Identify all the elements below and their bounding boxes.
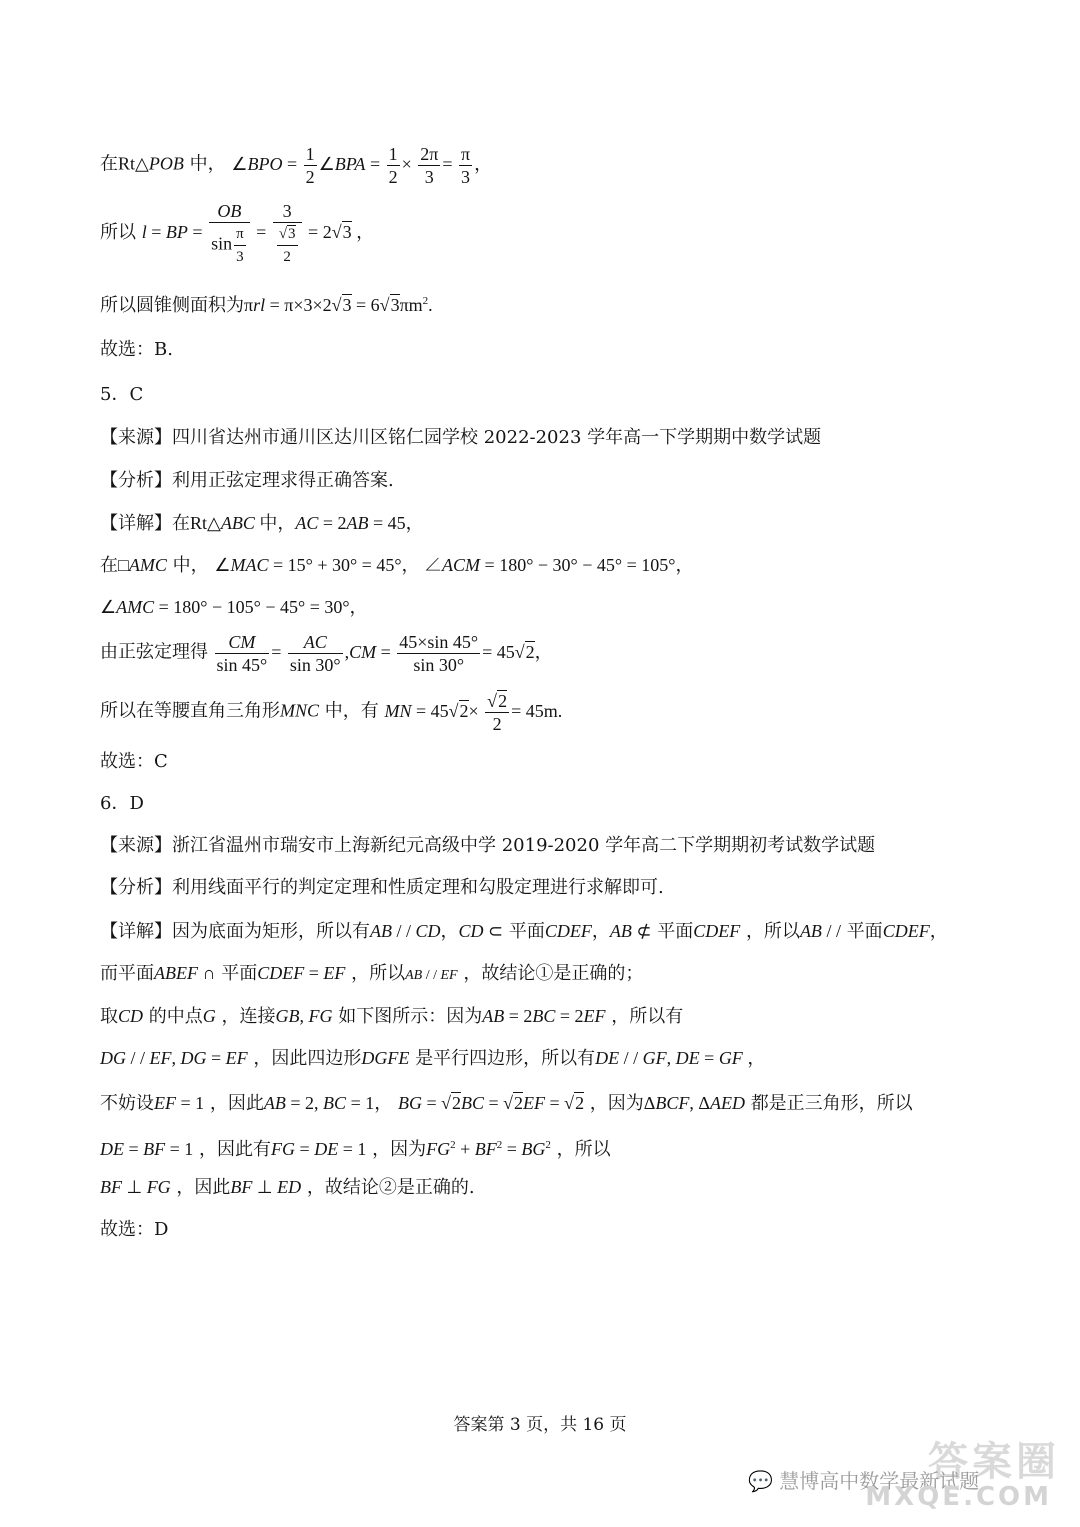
math: MNC: [280, 700, 320, 721]
math: Rt△ABC 中，AC = 2AB = 45，: [190, 513, 424, 533]
watermark: [740, 1430, 1070, 1520]
math: BF ⊥ ED: [230, 1177, 302, 1197]
detail-6-line-5: [100, 1089, 913, 1118]
detail-5-line-1: [100, 509, 424, 538]
math: BF ⊥ FG: [100, 1177, 171, 1197]
math: BG = √2BC = √2EF = √2: [397, 1093, 585, 1113]
text: 平面: [657, 921, 694, 942]
math: CDEF: [882, 921, 930, 941]
detail-5-line-5: [100, 690, 562, 735]
math: $FG^2 + BF^2 = BG^2$: [426, 1139, 551, 1159]
text: 在: [100, 153, 118, 175]
answer-6: 6．D: [100, 793, 144, 814]
text: 所以: [100, 222, 136, 244]
text: 平面: [508, 921, 545, 942]
detail-5-line-3: [100, 593, 368, 622]
math: Rt△POB: [118, 153, 184, 174]
source-5: 【来源】四川省达州市通川区达川区铭仁园学校 2022-2023 学年高一下学期期中数学试题: [100, 427, 822, 448]
math: AB / / EF: [405, 968, 458, 983]
watermark-brand: 💬 慧博高中数学最新试题: [748, 1469, 980, 1493]
text: ，所以: [351, 963, 406, 984]
math: FG = DE = 1: [271, 1139, 367, 1159]
math-expression: ∠BPO = $\frac{1}{2}$ ∠BPA = $\frac{1}{2}$ × $\frac{2\pi}{3}$ = $\frac{\pi}{3}$ ，: [231, 144, 493, 187]
math: EF = 1: [154, 1093, 205, 1113]
text: ，所以有: [611, 1006, 684, 1027]
math: CDEF: [544, 921, 592, 941]
text: 所以在等腰直角三角形: [100, 700, 280, 722]
text: 所以圆锥侧面积为: [100, 295, 244, 316]
text: ，因此: [209, 1093, 264, 1114]
detail-6-line-4: [100, 1044, 765, 1073]
text: 平面: [221, 963, 258, 984]
text: ，故结论①是正确的；: [463, 963, 644, 984]
text: ，因为: [589, 1093, 644, 1114]
math: ABEF ∩: [154, 963, 216, 983]
watermark-url: MXQE.COM: [865, 1482, 1052, 1512]
detail-5-line-4: [100, 631, 553, 676]
math: DE = BF = 1: [100, 1139, 194, 1159]
text: 不妨设: [100, 1093, 154, 1114]
math-expression: l = BP = OB sin $\frac{\pi}{3}$ = $\frac{3}{\frac{√3}{2}}$ = 2√3 ，: [141, 201, 375, 265]
text: 中，: [172, 555, 209, 576]
text: 在: [100, 555, 118, 576]
text: 都是正三角形，所以: [750, 1093, 913, 1114]
math-expression: $\frac{CM}{\sin 45^\circ}$ = $\frac{AC}{\sin 30^\circ}$ ,CM = $\frac{45\times\sin 45^\circ}{\sin 30^\circ}$ = 45√2，: [216, 632, 553, 675]
solution-line-4: 故选：B.: [100, 339, 173, 360]
source-6: 【来源】浙江省温州市瑞安市上海新纪元高级中学 2019-2020 学年高二下学期期初考试数学试题: [100, 835, 876, 856]
math: AB = 2, BC = 1，: [263, 1093, 393, 1113]
text: ，连接: [221, 1006, 276, 1027]
math: CDEF: [693, 921, 741, 941]
text: 平面: [846, 921, 883, 942]
text: ，因此四边形: [253, 1048, 362, 1069]
wechat-icon: 💬: [748, 1469, 773, 1493]
text: ，故结论②是正确的.: [306, 1177, 475, 1198]
math: AB = 2BC = 2EF: [482, 1006, 606, 1026]
math: □AMC: [118, 555, 167, 575]
math: AB / / CD，CD ⊂: [370, 921, 504, 941]
text: 的中点: [148, 1006, 203, 1027]
math: GB, FG: [275, 1006, 333, 1026]
detail-5-line-2: [100, 551, 693, 580]
analysis-5: 【分析】利用正弦定理求得正确答案.: [100, 470, 394, 491]
text: 【详解】因为底面为矩形，所以有: [100, 921, 370, 942]
text: ，因此: [176, 1177, 231, 1198]
solution-line-3: [100, 287, 433, 320]
text: ，所以: [556, 1139, 611, 1160]
math: ΔBCF, ΔAED: [643, 1093, 745, 1113]
text: ，所以: [745, 921, 800, 942]
math-expression: MN = 45√2× $\frac{√2}{2}$ = 45m.: [384, 691, 563, 734]
math-expression: $\pi rl = \pi\times 3\times 2√3 = 6√3\pi m^2$.: [244, 295, 433, 315]
math: DG / / EF, DG = EF: [100, 1048, 248, 1068]
math: CD: [118, 1006, 144, 1026]
text: 取: [100, 1006, 118, 1027]
text: 是平行四边形，所以有: [415, 1048, 596, 1069]
answer-5: 5．C: [100, 384, 144, 405]
detail-6-line-7: [100, 1173, 475, 1202]
solution-line-2: [100, 200, 374, 268]
page-footer: 答案第 3 页，共 16 页: [453, 1415, 627, 1435]
analysis-6: 【分析】利用线面平行的判定定理和性质定理和勾股定理进行求解即可.: [100, 877, 664, 898]
math: CDEF = EF: [257, 963, 346, 983]
detail-6-line-2: [100, 959, 643, 990]
math-expression: ∠MAC = 15° + 30° = 45°， ∠ACM = 180° − 30° − 45° = 105°，: [214, 555, 694, 575]
watermark-logo-text: 答案圈: [928, 1438, 1060, 1485]
text: ，因为: [372, 1139, 427, 1160]
math: AB ⊄: [609, 921, 652, 941]
text: 中，: [189, 153, 226, 175]
text: 而平面: [100, 963, 154, 984]
math: G: [202, 1006, 216, 1026]
text: 由正弦定理得: [100, 641, 208, 663]
text: ，因此有: [199, 1139, 272, 1160]
text: 中，有: [324, 700, 379, 722]
solution-line-13: 故选：C: [100, 751, 168, 772]
solution-line-24: 故选：D: [100, 1219, 169, 1240]
detail-6-line-3: [100, 1002, 683, 1031]
math: DGFE: [361, 1048, 410, 1068]
math-expression: ∠AMC = 180° − 105° − 45° = 30°，: [100, 597, 368, 617]
math: AB / /: [799, 921, 841, 941]
detail-6-line-6: [100, 1131, 611, 1164]
detail-6-line-1: 【详解】因为底面为矩形，所以有AB / / CD，CD ⊂ 平面CDEF，AB ⊄ 平面CDEF ，所以AB / / 平面CDEF，: [100, 921, 948, 942]
text: 如下图所示：因为: [338, 1006, 483, 1027]
solution-line-1: [100, 143, 492, 188]
math: DE / / GF, DE = GF ，: [595, 1048, 766, 1068]
text: 【详解】在: [100, 513, 190, 534]
